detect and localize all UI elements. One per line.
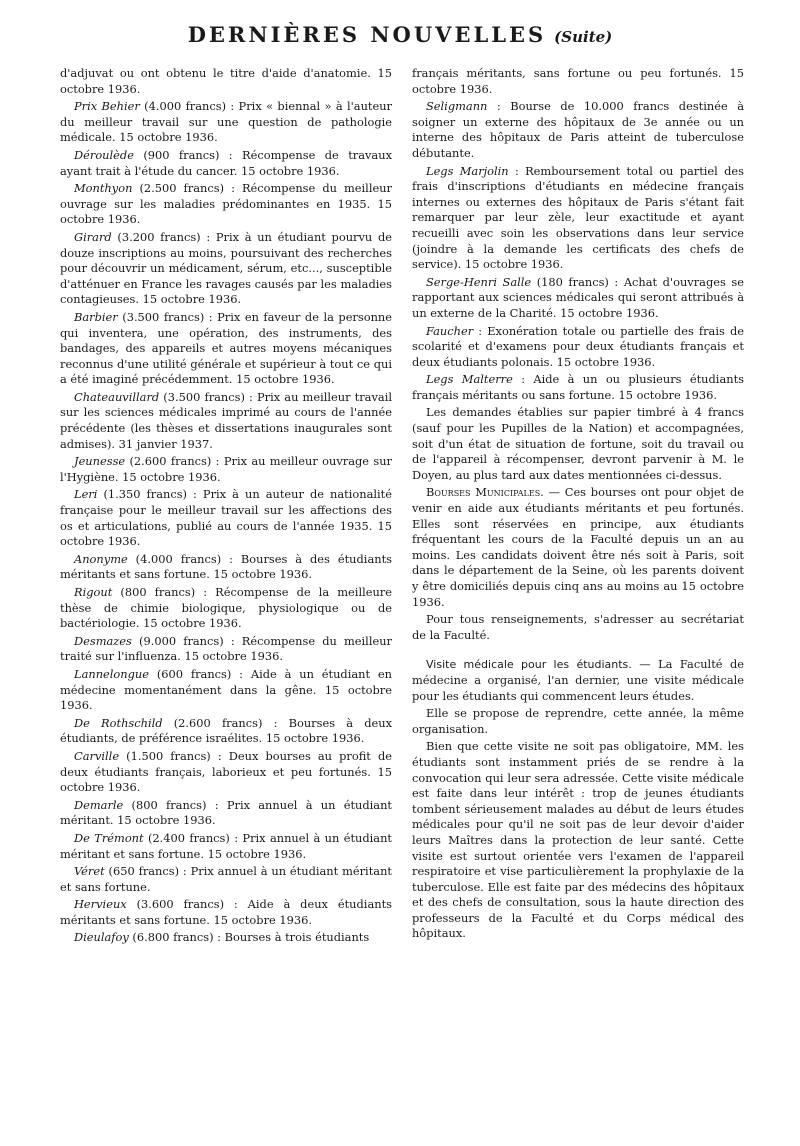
prize-entry bbox=[60, 390, 392, 452]
prize-description: (1.500 francs) : Deux bourses au profit de deux étudiants français, laborieux et peu fortunés. 15 octobre 1936. bbox=[60, 748, 392, 795]
prize-name: Desmazes bbox=[74, 633, 132, 648]
prize-entry bbox=[60, 831, 392, 862]
prize-description: : Aide à un ou plusieurs étudiants français méritants ou sans fortune. 15 octobre 1936. bbox=[412, 372, 744, 402]
prize-name: Rigout bbox=[74, 585, 113, 599]
prize-entry bbox=[60, 634, 392, 665]
prize-name: Faucher bbox=[426, 323, 474, 338]
prize-name: Prix Behier bbox=[74, 99, 140, 114]
prize-description: (2.600 francs) : Prix au meilleur ouvrage sur l'Hygiène. 15 octobre 1936. bbox=[60, 454, 392, 484]
prize-entry bbox=[412, 275, 744, 322]
prize-description: (650 francs) : Prix annuel à un étudiant méritant et sans fortune. bbox=[60, 864, 392, 894]
prize-entry bbox=[60, 585, 392, 632]
prize-description: (3.600 francs) : Aide à deux étudiants méritants et sans fortune. 15 octobre 1936. bbox=[60, 897, 392, 927]
prize-description: : Bourse de 10.000 francs destinée à soigner un externe des hôpitaux de 3e année ou un interne des hôpitaux de Paris atteint de tuberculose débutante. bbox=[412, 99, 744, 160]
prize-name: Carville bbox=[74, 748, 120, 763]
prize-description: (2.400 francs) : Prix annuel à un étudiant méritant et sans fortune. 15 octobre 1936. bbox=[60, 830, 392, 861]
page-title: DERNIÈRES NOUVELLES bbox=[187, 22, 547, 47]
prize-name: Serge-Henri Salle bbox=[426, 274, 532, 289]
prize-name: Dieulafoy bbox=[74, 930, 129, 945]
prize-name: De Trémont bbox=[74, 830, 144, 845]
prize-description: : Exonération totale ou partielle des frais de scolarité et d'examens pour deux étudiants français et deux étudiants polonais. 15 octobre 1936. bbox=[412, 323, 744, 369]
continuation-text: d'adjuvat ou ont obtenu le titre d'aide d'anatomie. 15 octobre 1936. bbox=[60, 66, 392, 96]
prize-description: (3.500 francs) : Prix au meilleur travail sur les sciences médicales imprimé au cours de l'année précédente (les thèses et dissertations inaugurales sont admises). 31 janvier 1937. bbox=[60, 389, 392, 451]
prize-description: (2.500 francs) : Récompense du meilleur ouvrage sur les maladies prédominantes en 1935. 15 octobre 1936. bbox=[60, 181, 392, 227]
prize-entry bbox=[412, 164, 744, 273]
demandes-paragraph: Les demandes établies sur papier timbré à 4 francs (sauf pour les Pupilles de la Nation) et accompagnées, soit d'un état de situation de fortune, soit du travail ou de l'appareil à récompenser, devront parvenir à M. le Doyen, au plus tard aux dates mentionnées ci-dessus. bbox=[412, 405, 744, 482]
bourses-heading: Bourses Municipales. bbox=[426, 485, 544, 500]
right-column bbox=[412, 66, 744, 944]
prize-entry bbox=[60, 230, 392, 308]
prize-name: Jeunesse bbox=[74, 454, 126, 469]
prize-name: Legs Marjolin bbox=[426, 163, 509, 178]
prize-description: (4.000 francs) : Prix « biennal » à l'auteur du meilleur travail sur une question de pathologie médicale. 15 octobre 1936. bbox=[60, 99, 393, 145]
prize-entry bbox=[60, 864, 392, 895]
prize-entry bbox=[60, 487, 392, 549]
prize-name: Chateauvillard bbox=[74, 389, 160, 404]
prize-description: (1.350 francs) : Prix à un auteur de nationalité française pour le meilleur travail sur les affections des os et articulations, publié au cours de l'année 1935. 15 octobre 1936. bbox=[60, 487, 392, 549]
visite-heading: Visite médicale pour les étudiants. bbox=[426, 658, 632, 672]
prize-description: (2.600 francs) : Bourses à deux étudiants, de préférence israélites. 15 octobre 1936. bbox=[60, 715, 392, 746]
prize-entry bbox=[60, 667, 392, 714]
prize-name: Girard bbox=[74, 229, 112, 244]
prize-name: Leri bbox=[74, 487, 98, 502]
prize-name: Seligmann bbox=[426, 99, 488, 114]
prize-description: (800 francs) : Récompense de la meilleure thèse de chimie biologique, physiologique ou de bactériologie. 15 octobre 1936. bbox=[60, 585, 392, 631]
bourses-paragraph bbox=[412, 485, 744, 610]
prize-name: Monthyon bbox=[74, 181, 133, 196]
prize-entry bbox=[60, 716, 392, 747]
section-gap bbox=[412, 645, 744, 657]
prize-entry bbox=[60, 930, 392, 946]
prize-name: Demarle bbox=[74, 797, 124, 812]
prize-entry bbox=[60, 99, 392, 146]
prize-entry bbox=[60, 552, 392, 583]
prize-entry bbox=[412, 99, 744, 161]
prize-name: Lannelongue bbox=[74, 666, 149, 681]
prize-description: (9.000 francs) : Récompense du meilleur traité sur l'influenza. 15 octobre 1936. bbox=[60, 633, 392, 664]
visite-paragraph bbox=[412, 657, 744, 704]
prize-name: Déroulède bbox=[74, 147, 134, 162]
prize-description: (800 francs) : Prix annuel à un étudiant méritant. 15 octobre 1936. bbox=[60, 797, 392, 828]
prize-name: Barbier bbox=[74, 309, 118, 324]
prize-entry bbox=[412, 324, 744, 371]
bourses-text: — Ces bourses ont pour objet de venir en aide aux étudiants méritants et peu fortunés. Elles sont réservées en principe, aux étudiants fréquentant les cours de la Faculté depuis un an au moins. Les candidats doivent être nés soit à Paris, soit dans le département de la Seine, où les parents doivent y être domiciliés depuis cinq ans au moins au 15 octobre 1936. bbox=[412, 485, 744, 609]
visite-text: — La Faculté de médecine a organisé, l'an dernier, une visite médicale pour les étudiants qui commencent leurs études. bbox=[412, 657, 745, 703]
prize-name: Legs Malterre bbox=[426, 372, 513, 387]
prize-entry bbox=[60, 454, 392, 485]
prize-description: (3.500 francs) : Prix en faveur de la personne qui inventera, une opération, des instruments, des bandages, des appareils et autres moyens mécaniques reconnus d'une utilité générale et supérieur à tout ce qui a été imaginé précédemment. 15 octobre 1936. bbox=[60, 309, 392, 387]
visite-paragraph-3: Bien que cette visite ne soit pas obligatoire, MM. les étudiants sont instamment priés de se rendre à la convocation qui leur sera adressée. Cette visite médicale est faite dans leur intérêt : trop de jeunes étudiants tombent sérieusement malades au début de leurs études médicales pour qu'il ne soit pas de leur devoir d'aider leurs Maîtres dans la protection de leur santé. Cette visite est surtout orientée vers l'examen de l'appareil respiratoire et vise particulièrement la prophylaxie de la tuberculose. Elle est faite par des médecins des hôpitaux et des chefs de consultation, sous la haute direction des professeurs de la Faculté et du Corps médical des hôpitaux. bbox=[412, 739, 744, 941]
prize-description: (600 francs) : Aide à un étudiant en médecine momentanément dans la gêne. 15 octobre 1936. bbox=[60, 666, 392, 713]
prize-entry bbox=[60, 181, 392, 228]
prize-description: (4.000 francs) : Bourses à des étudiants méritants et sans fortune. 15 octobre 1936. bbox=[60, 551, 392, 582]
prize-description: (180 francs) : Achat d'ouvrages se rapportant aux sciences médicales qui seront attribués à un externe de la Charité. 15 octobre 1936. bbox=[412, 274, 744, 320]
prize-description: : Remboursement total ou partiel des frais d'inscriptions d'étudiants en médecine français internes ou externes des hôpitaux de Paris s'étant fait remarquer par leur zèle, leur exactitude et ayant recueilli avec soin les observations dans leur service (joindre à la demande les certificats des chefs de service). 15 octobre 1936. bbox=[412, 163, 744, 272]
prize-description: (3.200 francs) : Prix à un étudiant pourvu de douze inscriptions au moins, poursuivant des recherches pour découvrir un médicament, sérum, etc..., susceptible d'atténuer en France les ravages causés par les maladies contagieuses. 15 octobre 1936. bbox=[60, 229, 392, 307]
prize-description: (900 francs) : Récompense de travaux ayant trait à l'étude du cancer. 15 octobre 1936. bbox=[60, 147, 392, 178]
prize-name: De Rothschild bbox=[74, 715, 163, 730]
left-column bbox=[60, 66, 392, 948]
prize-name: Anonyme bbox=[74, 551, 128, 566]
left-entry-list bbox=[60, 99, 392, 946]
prize-description: (6.800 francs) : Bourses à trois étudiants bbox=[128, 930, 370, 945]
renseignements-paragraph: Pour tous renseignements, s'adresser au secrétariat de la Faculté. bbox=[412, 612, 744, 642]
page-header bbox=[0, 22, 800, 47]
prize-name: Hervieux bbox=[74, 897, 127, 912]
continuation-text: français méritants, sans fortune ou peu fortunés. 15 octobre 1936. bbox=[412, 66, 744, 96]
right-entry-list bbox=[412, 99, 744, 403]
prize-entry bbox=[60, 798, 392, 829]
visite-paragraph-2: Elle se propose de reprendre, cette année, la même organisation. bbox=[412, 706, 744, 736]
page-title-suite: (Suite) bbox=[554, 28, 613, 46]
prize-entry bbox=[60, 749, 392, 796]
prize-entry bbox=[60, 148, 392, 179]
prize-entry bbox=[412, 372, 744, 403]
prize-entry bbox=[60, 897, 392, 928]
prize-entry bbox=[60, 310, 392, 388]
prize-name: Véret bbox=[74, 864, 105, 879]
